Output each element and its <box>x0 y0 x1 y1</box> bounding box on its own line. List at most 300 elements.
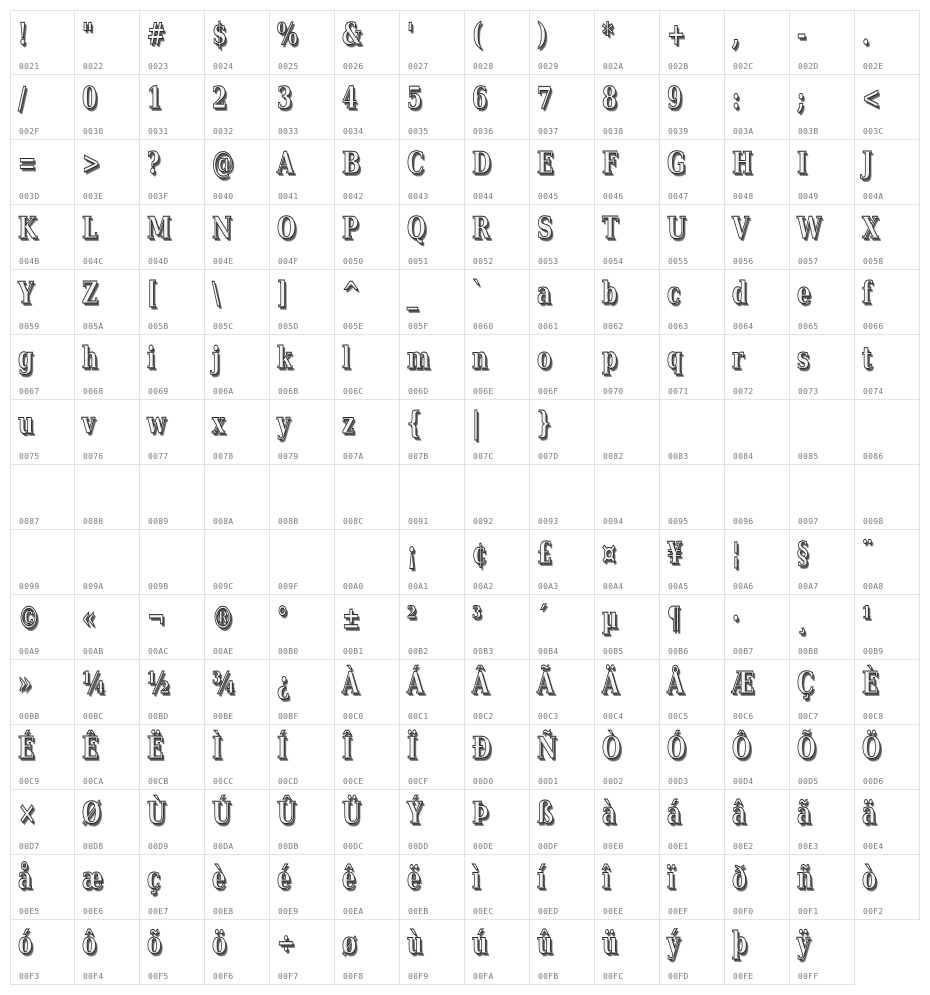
glyph-cell <box>10 10 75 75</box>
glyph-cell <box>10 725 75 790</box>
glyph-char: ð <box>732 861 747 896</box>
glyph-code-label: 00F8 <box>343 972 364 981</box>
glyph-code-label: 00E1 <box>668 842 689 851</box>
glyph-cell <box>75 205 140 270</box>
glyph-char: ó <box>18 926 33 961</box>
glyph-cell <box>205 10 270 75</box>
glyph-cell <box>465 205 530 270</box>
glyph-code-label: 00F0 <box>733 907 754 916</box>
glyph-code-label: 0052 <box>473 257 494 266</box>
glyph-code-label: 00B0 <box>278 647 299 656</box>
glyph-code-label: 0063 <box>668 322 689 331</box>
glyph-cell <box>400 270 465 335</box>
glyph-cell <box>855 855 920 920</box>
glyph-code-label: 0027 <box>408 62 429 71</box>
glyph-code-label: 00AB <box>83 647 104 656</box>
glyph-char: Ä <box>602 666 619 701</box>
glyph-cell <box>530 270 595 335</box>
glyph-cell <box>75 465 140 530</box>
glyph-char: × <box>18 796 37 831</box>
glyph-code-label: 005B <box>148 322 169 331</box>
glyph-cell <box>465 10 530 75</box>
glyph-cell <box>595 270 660 335</box>
glyph-code-label: 00A3 <box>538 582 559 591</box>
glyph-code-label: 00BB <box>19 712 40 721</box>
glyph-cell <box>465 335 530 400</box>
glyph-cell <box>10 465 75 530</box>
glyph-code-label: 00F6 <box>213 972 234 981</box>
glyph-char: Ï <box>407 731 418 766</box>
glyph-char: ô <box>82 926 97 961</box>
glyph-code-label: 00CE <box>343 777 364 786</box>
glyph-char: ( <box>472 17 483 52</box>
glyph-cell <box>790 140 855 205</box>
glyph-cell <box>205 725 270 790</box>
glyph-code-label: 00D7 <box>19 842 40 851</box>
glyph-cell <box>595 400 660 465</box>
glyph-code-label: 00B4 <box>538 647 559 656</box>
glyph-cell <box>725 10 790 75</box>
glyph-code-label: 009F <box>278 582 299 591</box>
glyph-cell <box>595 595 660 660</box>
glyph-code-label: 003A <box>733 127 754 136</box>
glyph-cell <box>790 205 855 270</box>
glyph-cell <box>205 595 270 660</box>
glyph-char: D <box>472 146 491 181</box>
glyph-cell <box>270 790 335 855</box>
glyph-code-label: 00E6 <box>83 907 104 916</box>
glyph-char: µ <box>602 601 618 636</box>
glyph-char: s <box>797 341 810 376</box>
glyph-char: G <box>667 146 686 181</box>
glyph-code-label: 00BC <box>83 712 104 721</box>
glyph-code-label: 00C8 <box>863 712 884 721</box>
glyph-char: Ø <box>82 796 101 831</box>
glyph-code-label: 008C <box>343 517 364 526</box>
glyph-code-label: 0087 <box>19 517 40 526</box>
glyph-code-label: 0082 <box>603 452 624 461</box>
glyph-code-label: 005A <box>83 322 104 331</box>
glyph-char: ] <box>277 276 288 311</box>
glyph-cell <box>10 660 75 725</box>
glyph-cell <box>335 595 400 660</box>
glyph-char: Z <box>82 276 98 311</box>
glyph-code-label: 006B <box>278 387 299 396</box>
glyph-char: u <box>18 406 34 441</box>
glyph-cell <box>790 855 855 920</box>
glyph-char: ¸ <box>797 601 808 636</box>
glyph-char: F <box>602 146 618 181</box>
glyph-char: ; <box>797 81 805 116</box>
glyph-cell <box>335 10 400 75</box>
glyph-code-label: 0061 <box>538 322 559 331</box>
glyph-char: } <box>537 406 551 441</box>
glyph-char: ÿ <box>797 926 810 961</box>
glyph-cell <box>660 10 725 75</box>
glyph-code-label: 0034 <box>343 127 364 136</box>
glyph-code-label: 00FB <box>538 972 559 981</box>
glyph-cell <box>10 205 75 270</box>
glyph-char: f <box>862 276 872 311</box>
glyph-char: r <box>732 341 744 376</box>
glyph-char: g <box>18 341 34 376</box>
glyph-code-label: 0095 <box>668 517 689 526</box>
glyph-code-label: 00AE <box>213 647 234 656</box>
glyph-cell <box>790 790 855 855</box>
glyph-char: ¦ <box>732 536 740 571</box>
glyph-cell <box>140 725 205 790</box>
glyph-code-label: 0021 <box>19 62 40 71</box>
glyph-char: ÷ <box>277 926 296 961</box>
glyph-cell <box>140 530 205 595</box>
glyph-code-label: 004B <box>19 257 40 266</box>
glyph-cell <box>205 790 270 855</box>
glyph-cell <box>660 790 725 855</box>
glyph-code-label: 0083 <box>668 452 689 461</box>
glyph-cell <box>335 400 400 465</box>
glyph-char: ¶ <box>667 601 681 636</box>
glyph-char: Ó <box>667 731 686 766</box>
glyph-code-label: 00BD <box>148 712 169 721</box>
glyph-char: Å <box>667 666 684 701</box>
glyph-code-label: 00EE <box>603 907 624 916</box>
glyph-code-label: 003E <box>83 192 104 201</box>
glyph-cell <box>660 270 725 335</box>
glyph-cell <box>465 725 530 790</box>
glyph-code-label: 00F5 <box>148 972 169 981</box>
glyph-char: ñ <box>797 861 813 896</box>
glyph-code-label: 006E <box>473 387 494 396</box>
glyph-cell <box>465 465 530 530</box>
glyph-code-label: 0074 <box>863 387 884 396</box>
glyph-cell <box>465 75 530 140</box>
glyph-cell <box>790 75 855 140</box>
glyph-code-label: 00AC <box>148 647 169 656</box>
glyph-cell <box>595 75 660 140</box>
glyph-char: > <box>82 146 101 181</box>
glyph-cell <box>335 335 400 400</box>
glyph-cell <box>400 10 465 75</box>
glyph-char: « <box>82 601 96 636</box>
glyph-code-label: 00C2 <box>473 712 494 721</box>
glyph-code-label: 00E2 <box>733 842 754 851</box>
glyph-cell <box>725 920 790 985</box>
glyph-char: ö <box>212 926 227 961</box>
glyph-cell <box>10 75 75 140</box>
glyph-cell <box>465 790 530 855</box>
glyph-char: Í <box>277 731 288 766</box>
glyph-code-label: 00E3 <box>798 842 819 851</box>
glyph-char: v <box>82 406 95 441</box>
glyph-code-label: 00A8 <box>863 582 884 591</box>
glyph-char: = <box>18 146 37 181</box>
glyph-cell <box>335 725 400 790</box>
glyph-char: ¿ <box>277 666 290 701</box>
glyph-char: ¡ <box>407 536 417 571</box>
glyph-code-label: 003C <box>863 127 884 136</box>
glyph-char: 5 <box>407 81 423 116</box>
glyph-char: * <box>602 17 614 52</box>
glyph-char: Û <box>277 796 296 831</box>
glyph-char: À <box>342 666 359 701</box>
glyph-code-label: 0031 <box>148 127 169 136</box>
glyph-cell <box>725 140 790 205</box>
glyph-char: J <box>862 146 873 181</box>
glyph-cell <box>530 465 595 530</box>
glyph-code-label: 0023 <box>148 62 169 71</box>
glyph-char: { <box>407 406 421 441</box>
glyph-cell <box>595 335 660 400</box>
glyph-char: . <box>862 17 870 52</box>
glyph-char: Ô <box>732 731 751 766</box>
glyph-char: 4 <box>342 81 358 116</box>
glyph-code-label: 0079 <box>278 452 299 461</box>
glyph-char: ! <box>18 17 28 52</box>
glyph-cell <box>270 465 335 530</box>
glyph-code-label: 00C6 <box>733 712 754 721</box>
glyph-code-label: 005E <box>343 322 364 331</box>
glyph-cell <box>530 10 595 75</box>
glyph-code-label: 0057 <box>798 257 819 266</box>
glyph-cell <box>75 660 140 725</box>
glyph-code-label: 00E8 <box>213 907 234 916</box>
glyph-cell <box>660 530 725 595</box>
glyph-char: % <box>277 17 298 52</box>
glyph-char: ? <box>147 146 160 181</box>
glyph-char: w <box>147 406 166 441</box>
glyph-char: ý <box>667 926 680 961</box>
glyph-char: Ì <box>212 731 223 766</box>
glyph-cell <box>660 140 725 205</box>
glyph-char: ± <box>342 601 361 636</box>
glyph-code-label: 0065 <box>798 322 819 331</box>
glyph-code-label: 002F <box>19 127 40 136</box>
glyph-code-label: 007A <box>343 452 364 461</box>
glyph-code-label: 00D3 <box>668 777 689 786</box>
glyph-char: j <box>212 341 220 376</box>
glyph-cell <box>75 10 140 75</box>
glyph-char: P <box>342 211 359 246</box>
glyph-cell <box>400 725 465 790</box>
glyph-code-label: 00E0 <box>603 842 624 851</box>
glyph-code-label: 0078 <box>213 452 234 461</box>
glyph-code-label: 0047 <box>668 192 689 201</box>
glyph-code-label: 0029 <box>538 62 559 71</box>
glyph-code-label: 0088 <box>83 517 104 526</box>
glyph-char: ® <box>212 601 234 636</box>
glyph-code-label: 0046 <box>603 192 624 201</box>
glyph-code-label: 0043 <box>408 192 429 201</box>
glyph-char: Á <box>407 666 424 701</box>
glyph-code-label: 0053 <box>538 257 559 266</box>
glyph-char: 2 <box>212 81 228 116</box>
glyph-char: ) <box>537 17 548 52</box>
glyph-char: Æ <box>732 666 755 701</box>
glyph-char: 7 <box>537 81 553 116</box>
glyph-char: ' <box>407 17 414 52</box>
glyph-char: z <box>342 406 355 441</box>
glyph-cell <box>335 205 400 270</box>
glyph-code-label: 00A7 <box>798 582 819 591</box>
glyph-char: d <box>732 276 748 311</box>
glyph-cell <box>75 920 140 985</box>
glyph-char: ì <box>472 861 481 896</box>
glyph-cell <box>855 400 920 465</box>
glyph-char: é <box>277 861 291 896</box>
glyph-char: Ç <box>797 666 815 701</box>
glyph-cell <box>270 75 335 140</box>
glyph-cell <box>75 725 140 790</box>
glyph-code-label: 0025 <box>278 62 299 71</box>
glyph-cell <box>10 400 75 465</box>
glyph-cell <box>400 140 465 205</box>
glyph-cell <box>335 270 400 335</box>
glyph-char: ø <box>342 926 357 961</box>
glyph-char: O <box>277 211 296 246</box>
glyph-code-label: 0089 <box>148 517 169 526</box>
glyph-code-label: 002A <box>603 62 624 71</box>
glyph-code-label: 00E4 <box>863 842 884 851</box>
glyph-cell <box>790 335 855 400</box>
glyph-cell <box>595 205 660 270</box>
glyph-char: ê <box>342 861 356 896</box>
glyph-cell <box>725 75 790 140</box>
glyph-code-label: 0097 <box>798 517 819 526</box>
glyph-char: 9 <box>667 81 683 116</box>
glyph-code-label: 0054 <box>603 257 624 266</box>
glyph-grid <box>10 10 920 985</box>
glyph-char: q <box>667 341 683 376</box>
glyph-code-label: 0058 <box>863 257 884 266</box>
glyph-code-label: 0050 <box>343 257 364 266</box>
glyph-cell <box>400 660 465 725</box>
glyph-code-label: 00FD <box>668 972 689 981</box>
glyph-cell <box>10 335 75 400</box>
glyph-cell <box>530 920 595 985</box>
glyph-cell <box>530 205 595 270</box>
glyph-cell <box>10 920 75 985</box>
glyph-code-label: 00DE <box>473 842 494 851</box>
glyph-code-label: 0085 <box>798 452 819 461</box>
glyph-code-label: 00FA <box>473 972 494 981</box>
glyph-code-label: 00F9 <box>408 972 429 981</box>
glyph-code-label: 00D9 <box>148 842 169 851</box>
glyph-char: L <box>82 211 98 246</box>
glyph-code-label: 00DD <box>408 842 429 851</box>
glyph-char: Ú <box>212 796 231 831</box>
glyph-code-label: 0036 <box>473 127 494 136</box>
glyph-cell <box>790 270 855 335</box>
glyph-code-label: 00DC <box>343 842 364 851</box>
glyph-code-label: 00F1 <box>798 907 819 916</box>
glyph-code-label: 0070 <box>603 387 624 396</box>
glyph-char: + <box>667 17 686 52</box>
glyph-char: å <box>18 861 33 896</box>
glyph-char: ä <box>862 796 877 831</box>
glyph-cell <box>205 530 270 595</box>
glyph-cell <box>530 725 595 790</box>
glyph-char: Y <box>18 276 34 311</box>
glyph-char: ë <box>407 861 421 896</box>
glyph-cell <box>660 335 725 400</box>
glyph-code-label: 0099 <box>19 582 40 591</box>
glyph-cell <box>530 335 595 400</box>
glyph-cell <box>140 75 205 140</box>
glyph-cell <box>400 400 465 465</box>
glyph-cell <box>75 140 140 205</box>
glyph-cell <box>530 75 595 140</box>
glyph-char: õ <box>147 926 162 961</box>
glyph-cell <box>530 660 595 725</box>
glyph-cell <box>855 75 920 140</box>
glyph-char: þ <box>732 926 748 961</box>
glyph-char: e <box>797 276 811 311</box>
glyph-code-label: 0086 <box>863 452 884 461</box>
glyph-cell <box>335 465 400 530</box>
glyph-cell <box>660 660 725 725</box>
glyph-cell <box>725 400 790 465</box>
glyph-cell <box>855 660 920 725</box>
glyph-code-label: 003D <box>19 192 40 201</box>
glyph-code-label: 00FE <box>733 972 754 981</box>
glyph-code-label: 0038 <box>603 127 624 136</box>
glyph-cell <box>270 270 335 335</box>
glyph-char: æ <box>82 861 104 896</box>
glyph-cell <box>75 530 140 595</box>
glyph-cell <box>660 75 725 140</box>
glyph-cell <box>270 855 335 920</box>
glyph-code-label: 00B3 <box>473 647 494 656</box>
glyph-cell <box>855 270 920 335</box>
glyph-cell <box>595 140 660 205</box>
glyph-cell <box>855 140 920 205</box>
glyph-cell <box>465 140 530 205</box>
glyph-cell <box>335 75 400 140</box>
glyph-code-label: 00EB <box>408 907 429 916</box>
glyph-cell <box>270 725 335 790</box>
glyph-cell <box>140 205 205 270</box>
glyph-code-label: 00C5 <box>668 712 689 721</box>
glyph-code-label: 002C <box>733 62 754 71</box>
glyph-char: R <box>472 211 490 246</box>
glyph-char: Þ <box>472 796 489 831</box>
glyph-code-label: 003B <box>798 127 819 136</box>
glyph-code-label: 00BF <box>278 712 299 721</box>
glyph-code-label: 0026 <box>343 62 364 71</box>
glyph-code-label: 00C3 <box>538 712 559 721</box>
glyph-cell <box>270 660 335 725</box>
glyph-code-label: 004A <box>863 192 884 201</box>
glyph-cell <box>270 400 335 465</box>
glyph-cell <box>140 140 205 205</box>
glyph-char: < <box>862 81 881 116</box>
glyph-char: a <box>537 276 552 311</box>
glyph-cell <box>10 855 75 920</box>
glyph-cell <box>855 790 920 855</box>
glyph-cell <box>335 660 400 725</box>
glyph-cell <box>140 465 205 530</box>
glyph-cell <box>205 855 270 920</box>
glyph-code-label: 00B2 <box>408 647 429 656</box>
glyph-cell <box>530 790 595 855</box>
glyph-code-label: 006C <box>343 387 364 396</box>
glyph-char: Ñ <box>537 731 557 766</box>
glyph-char: S <box>537 211 553 246</box>
glyph-code-label: 0032 <box>213 127 234 136</box>
glyph-code-label: 006A <box>213 387 234 396</box>
glyph-code-label: 00FF <box>798 972 819 981</box>
glyph-code-label: 00B5 <box>603 647 624 656</box>
